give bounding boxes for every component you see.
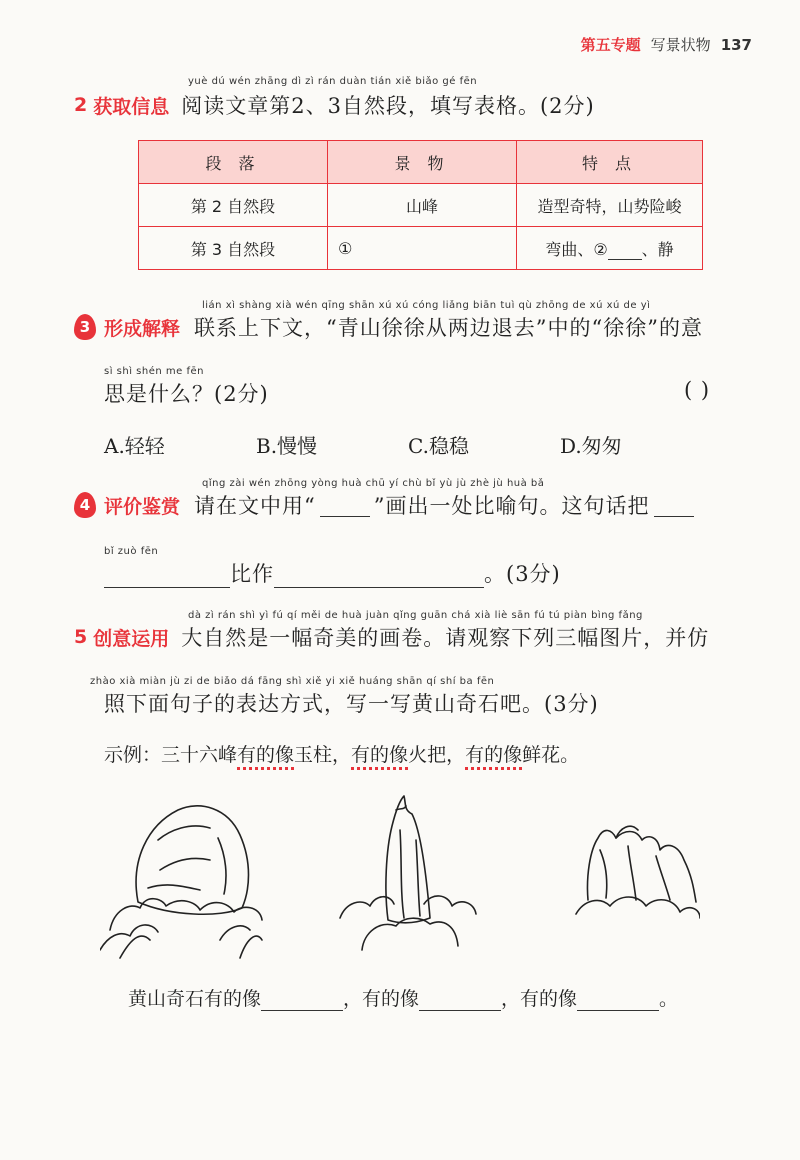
q5-answer-line bbox=[128, 984, 678, 1011]
q2-label: 获取信息 bbox=[93, 95, 170, 118]
flame-badge-icon: 3 bbox=[74, 314, 96, 340]
answer-mid-1: ，有的像 bbox=[343, 988, 420, 1010]
answer-paren[interactable]: ( ) bbox=[684, 378, 711, 402]
q4-pinyin-1: qǐng zài wén zhōng yòng huà chū yí chù bǐ yù jù zhè jù huà bǎ bbox=[202, 478, 545, 489]
q5-pinyin-1: dà zì rán shì yì fú qí měi de huà juàn qǐng guān chá xià liè sān fú tú piàn bìng fǎng bbox=[188, 610, 643, 621]
q5-line1: 大自然是一幅奇美的画卷。请观察下列三幅图片，并仿 bbox=[181, 626, 710, 650]
q2-number: 2 bbox=[74, 94, 88, 116]
table-row bbox=[139, 227, 703, 270]
answer-blank-c[interactable] bbox=[274, 561, 484, 588]
table-header: 特 点 bbox=[517, 141, 703, 184]
choice-a[interactable]: A.轻轻 bbox=[104, 434, 165, 458]
flame-badge-icon: 4 bbox=[74, 492, 96, 518]
answer-cell-1[interactable] bbox=[328, 227, 517, 270]
rock-illustrations bbox=[100, 790, 700, 960]
q2-text: 阅读文章第2、3自然段，填写表格。(2分) bbox=[181, 94, 595, 118]
answer-end: 。 bbox=[659, 988, 679, 1010]
q3-pinyin-2: sì shì shén me fēn bbox=[104, 366, 204, 377]
example-prefix: 示例：三十六峰 bbox=[104, 744, 238, 766]
example-emph: 有的像 bbox=[237, 744, 295, 766]
table-cell: 第 3 自然段 bbox=[139, 227, 328, 270]
example-text: 玉柱， bbox=[294, 744, 352, 766]
q4-label: 评价鉴赏 bbox=[104, 495, 181, 518]
q5-label: 创意运用 bbox=[93, 627, 170, 650]
q5-heading bbox=[74, 622, 709, 652]
example-text: 火把， bbox=[408, 744, 466, 766]
q3-pinyin-1: lián xì shàng xià wén qīng shān xú xú cóng liǎng biān tuì qù zhōng de xú xú de yì bbox=[202, 300, 651, 311]
pillar-rock-illustration bbox=[340, 796, 476, 950]
chapter-label: 第五专题 bbox=[580, 36, 641, 54]
choice-d[interactable]: D.匆匆 bbox=[560, 434, 622, 458]
q2-heading bbox=[74, 90, 595, 120]
table-header: 段 落 bbox=[139, 141, 328, 184]
table-cell: 山峰 bbox=[328, 184, 517, 227]
page-number: 137 bbox=[720, 35, 752, 54]
example-emph: 有的像 bbox=[465, 744, 523, 766]
table-cell: 造型奇特，山势险峻 bbox=[517, 184, 703, 227]
q4-pinyin-2: bǐ zuò fēn bbox=[104, 546, 159, 557]
q5-line2: 照下面句子的表达方式，写一写黄山奇石吧。(3分) bbox=[104, 692, 599, 716]
answer-blank-b[interactable] bbox=[104, 561, 230, 588]
example-text: 鲜花。 bbox=[522, 744, 580, 766]
q4-line2 bbox=[104, 558, 561, 588]
answer-blank-2[interactable] bbox=[419, 986, 501, 1011]
q3-line2: 思是什么？(2分) bbox=[104, 382, 269, 406]
blank-marker-1: ① bbox=[338, 238, 353, 258]
example-emph: 有的像 bbox=[351, 744, 409, 766]
boulder-rock-illustration bbox=[100, 806, 262, 958]
table-header: 景 物 bbox=[328, 141, 517, 184]
q2-pinyin: yuè dú wén zhāng dì zì rán duàn tián xiě biǎo gé fēn bbox=[188, 76, 478, 87]
q5-pinyin-2: zhào xià miàn jù zi de biǎo dá fāng shì xiě yi xiě huáng shān qí shí ba fēn bbox=[90, 676, 495, 687]
q4-line1a: 请在文中用“ bbox=[194, 494, 316, 518]
answer-blank-a[interactable] bbox=[654, 494, 694, 517]
answer-blank-2[interactable] bbox=[608, 259, 642, 260]
q3-line1: 联系上下文，“青山徐徐从两边退去”中的“徐徐”的意 bbox=[194, 316, 703, 340]
table-header-row bbox=[139, 141, 703, 184]
q2-table bbox=[138, 140, 703, 270]
feature-suffix: 、静 bbox=[641, 239, 674, 259]
feature-prefix: 弯曲、② bbox=[545, 239, 608, 259]
q3-heading bbox=[74, 312, 703, 342]
answer-mid-2: ，有的像 bbox=[501, 988, 578, 1010]
answer-blank-3[interactable] bbox=[577, 986, 659, 1011]
q4-compare-word: 比作 bbox=[230, 562, 274, 586]
q4-line1b: ”画出一处比喻句。这句话把 bbox=[373, 494, 650, 518]
q5-number: 5 bbox=[74, 626, 88, 648]
table-cell: 第 2 自然段 bbox=[139, 184, 328, 227]
answer-prefix: 黄山奇石有的像 bbox=[128, 988, 262, 1010]
answer-cell-2[interactable] bbox=[517, 227, 703, 270]
q3-choices bbox=[104, 430, 704, 459]
q5-example bbox=[104, 740, 579, 767]
q4-heading bbox=[74, 490, 694, 520]
q3-label: 形成解释 bbox=[104, 317, 181, 340]
q4-score: 。(3分) bbox=[484, 562, 561, 586]
answer-blank-1[interactable] bbox=[261, 986, 343, 1011]
chapter-title: 写景状物 bbox=[650, 36, 711, 54]
peaks-rock-illustration bbox=[576, 826, 700, 918]
page-header bbox=[581, 34, 752, 55]
choice-c[interactable]: C.稳稳 bbox=[408, 434, 469, 458]
answer-blank-mark[interactable] bbox=[320, 494, 370, 517]
choice-b[interactable]: B.慢慢 bbox=[256, 434, 318, 458]
table-row bbox=[139, 184, 703, 227]
